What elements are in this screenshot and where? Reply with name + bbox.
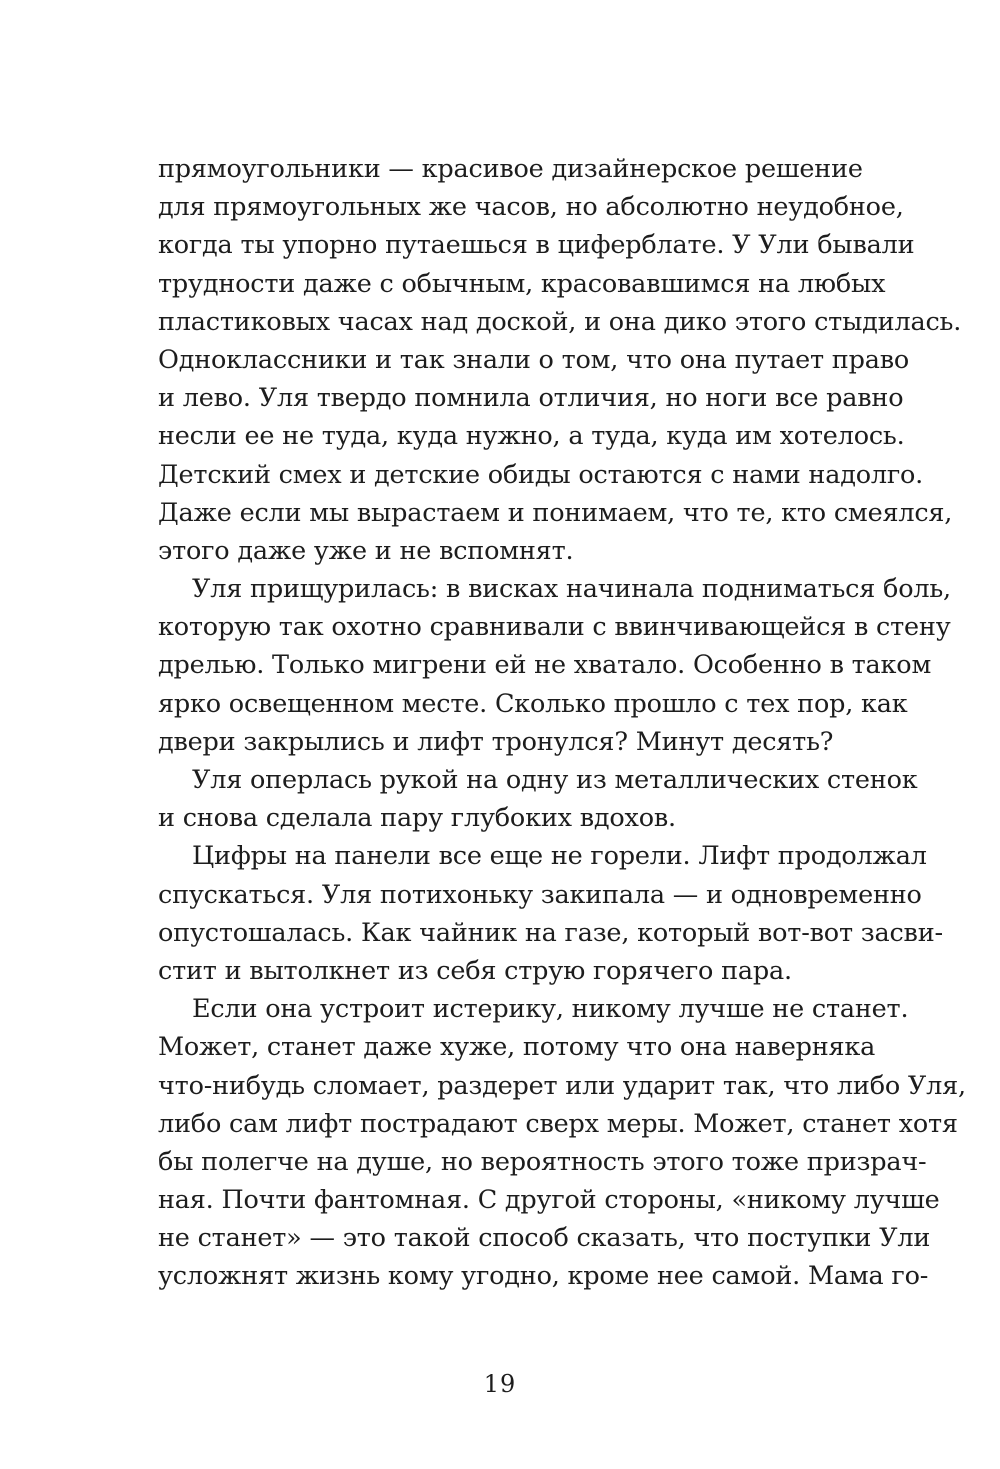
- text-line: Цифры на панели все еще не горели. Лифт продолжал: [192, 841, 927, 872]
- text-line: ярко освещенном месте. Сколько прошло с тех пор, как: [158, 688, 908, 719]
- paragraph: [158, 837, 943, 990]
- page-number: 19: [483, 1370, 517, 1398]
- text-line: этого даже уже и не вспомнят.: [158, 535, 574, 566]
- text-line: и снова сделала пару глубоких вдохов.: [158, 803, 676, 834]
- text-line: когда ты упорно путаешься в циферблате. У Ули бывали: [158, 230, 915, 261]
- body-text: [158, 150, 966, 1296]
- text-line: Детский смех и детские обиды остаются с нами надолго.: [158, 459, 924, 490]
- text-line: дрелью. Только мигрени ей не хватало. Особенно в таком: [158, 650, 932, 681]
- text-line: что-нибудь сломает, раздерет или ударит так, что либо Уля,: [158, 1070, 966, 1101]
- text-line: несли ее не туда, куда нужно, а туда, куда им хотелось.: [158, 421, 905, 452]
- text-line: не станет» — это такой способ сказать, что поступки Ули: [158, 1223, 931, 1254]
- text-line: для прямоугольных же часов, но абсолютно неудобное,: [158, 192, 904, 223]
- text-line: трудности даже с обычным, красовавшимся на любых: [158, 268, 886, 299]
- text-line: стит и вытолкнет из себя струю горячего пара.: [158, 955, 792, 986]
- text-line: которую так охотно сравнивали с ввинчивающейся в стену: [158, 612, 951, 643]
- text-line: Одноклассники и так знали о том, что она путает право: [158, 344, 910, 375]
- text-line: усложнят жизнь кому угодно, кроме нее самой. Мама го-: [158, 1261, 929, 1292]
- paragraph: [158, 570, 951, 761]
- paragraph: [158, 990, 966, 1296]
- text-line: либо сам лифт пострадают сверх меры. Может, станет хотя: [158, 1108, 958, 1139]
- paragraph: [158, 150, 962, 570]
- text-line: бы полегче на душе, но вероятность этого тоже призрач-: [158, 1146, 927, 1177]
- text-line: Может, станет даже хуже, потому что она наверняка: [158, 1032, 876, 1063]
- text-line: двери закрылись и лифт тронулся? Минут десять?: [158, 726, 834, 757]
- text-line: спускаться. Уля потихоньку закипала — и одновременно: [158, 879, 922, 910]
- text-line: Уля оперлась рукой на одну из металлических стенок: [192, 765, 918, 795]
- text-line: и лево. Уля твердо помнила отличия, но ноги все равно: [158, 383, 904, 414]
- text-line: ная. Почти фантомная. С другой стороны, «никому лучше: [158, 1185, 940, 1216]
- text-line: прямоугольники — красивое дизайнерское решение: [158, 154, 863, 184]
- text-line: Даже если мы вырастаем и понимаем, что те, кто смеялся,: [158, 497, 953, 528]
- text-line: Уля прищурилась: в висках начинала подниматься боль,: [192, 574, 951, 605]
- text-line: Если она устроит истерику, никому лучше не станет.: [192, 994, 909, 1025]
- text-line: опустошалась. Как чайник на газе, который вот-вот засви-: [158, 917, 943, 948]
- paragraph: [158, 761, 918, 837]
- text-line: пластиковых часах над доской, и она дико этого стыдилась.: [158, 306, 962, 337]
